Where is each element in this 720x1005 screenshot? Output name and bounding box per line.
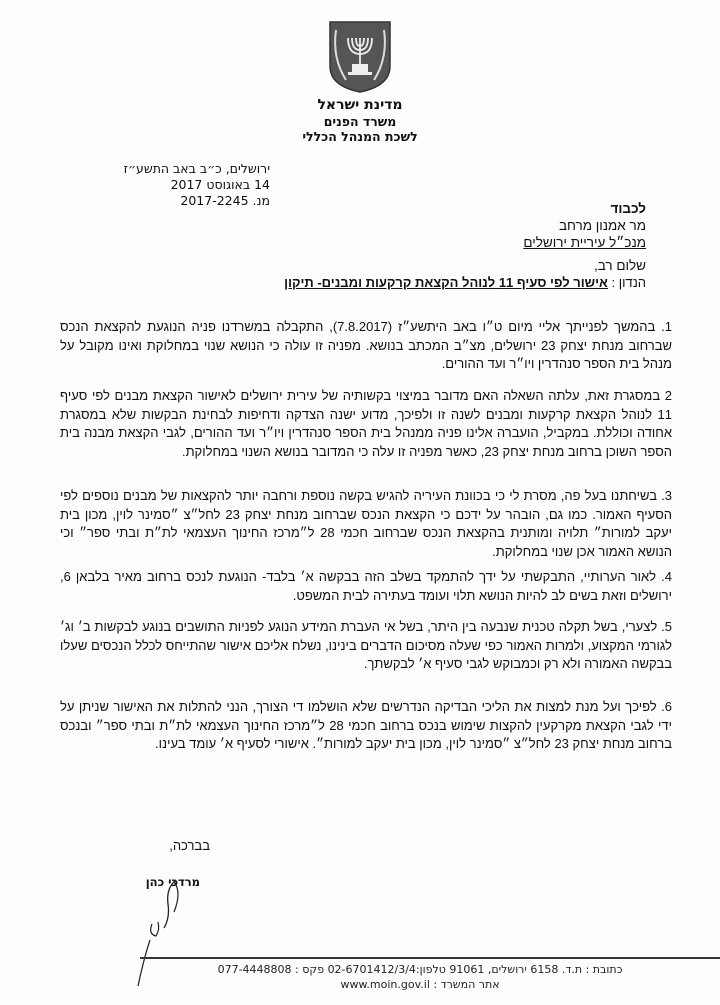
footer-address: כתובת : ת.ד. 6158 ירושלים, 91061 טלפון:02-6701412/3/4 פקס : 077-4448808 [217, 963, 623, 976]
office-name: לשכת המנהל הכללי [302, 129, 418, 144]
footer-website[interactable]: אתר המשרד : www.moin.gov.il [340, 978, 500, 991]
closing: בברכה, [169, 838, 210, 853]
recipient-title: מנכ״ל עיריית ירושלים [523, 235, 646, 250]
reference-number: מנ. 2017-2245 [180, 193, 270, 208]
ministry-name: משרד הפנים [323, 114, 397, 129]
recipient-block [366, 200, 646, 251]
paragraph-6: 6. לפיכך ועל מנת למצות את הליכי הבדיקה הנדרשים שלא הושלמו די הצורך, הנני להתלות את האישור שניתן על ידי לגבי הקצאת מקרקעין להקצות שימוש בנכס ברחוב חכמי 28 ל״מרכז החינוך העצמאי לת״ת ובתי ספר״ ובנכס ברחוב מנחת יצחק 23 לחל״צ ״סמינר לוין, מכון בית יעקב למורות״. אישורי לסעיף א׳ עומד בעינו. [60, 699, 672, 752]
date-block [90, 161, 270, 209]
subject-label: הנדון : [607, 275, 646, 290]
letterhead [260, 97, 460, 144]
hebrew-date: ירושלים, כ״ב באב התשע״ז [123, 161, 270, 176]
signer-name: מרדכי כהן [145, 875, 200, 889]
subject-text: אישור לפי סעיף 11 לנוהל הקצאת קרקעות ומבנים- תיקון [284, 275, 608, 290]
paragraph-2: 2 במסגרת זאת, עלתה השאלה האם מדובר במיצוי בקשותיה של עירית ירושלים לאישור הקצאת מבנים לפי סעיף 11 לנוהל הקצאת קרקעות ומבנים לשנה זו ולפיכך, מדוע ישנה הצדקה ודחיפות לבחינת הבקשות שלא במסגרת אחודה וכוללת. במקביל, הועברה אלינו פניה ממנהל בית הספר סנהדרין ויו״ר ועד ההורים, לגבי הקצאת מבנה בית הספר השוכן ברחוב מנחת יצחק 23, כאשר מפניה זו עלה כי המדובר בנושא השנוי במחלוקת. [60, 388, 672, 459]
recipient-name: מר אמנון מרחב [558, 218, 646, 233]
paragraph-4: 4. לאור הערותיי, התבקשתי על ידך להתמקד בשלב הזה בבקשה א׳ בלבד- הנוגעת לנכס ברחוב מאיר בלבאן 6, ירושלים וזאת בשים לב להיות הנושא תלוי ועומד בעתירה לבית המשפט. [60, 569, 672, 603]
subject-line [86, 275, 646, 290]
paragraph-5: 5. לצערי, בשל תקלה טכנית שנבעה בין היתר, בשל אי העברת המידע הנוגע לפניות התושבים בנוגע לבקשות ב׳ וג׳ לגורמי המקצוע, ולמרות האמור כפי שעלה מסיכום הדברים בינינו, נשלח אליכם אישור שהתייחס לכלל הנכסים שעלו בבקשה האמורה ולא רק וכמבוקש לגבי סעיף א׳ לבקשתך. [60, 619, 672, 672]
country-name: מדינת ישראל [317, 97, 403, 113]
paragraph-1: 1. בהמשך לפנייתך אליי מיום ט״ו באב היתשע״ז (7.8.2017), התקבלה במשרדנו פניה הנוגעת להקצאת הנכס שברחוב מנחת יצחק 23 ירושלים, מצ״ב המכתב בנושא. מפניה זו עולה כי הנושא שנוי במחלוקת ואינו מקובל על מנהל בית הספר סנהדרין ויו״ר ועד ההורים. [60, 319, 673, 372]
state-emblem-icon [322, 18, 398, 94]
gregorian-date: 14 באוגוסט 2017 [170, 177, 270, 192]
footer-divider [140, 957, 720, 959]
paragraph-3: 3. בשיחתנו בעל פה, מסרת לי כי בכוונת העיריה להגיש בקשה נוספת ורחבה יותר להקצאות של מבנים נוספים לפי הסעיף האמור. כמו גם, הובהר על ידכם כי הקצאת הנכס שברחוב מנחת יצחק 23 לחל״צ ״סמינר לוין, מכון בית יעקב למורות״ תלויה ומותנית בהקצאת הנכס שברחוב חכמי 28 ל״מרכז החינוך העצמאי לת״ת ובתי ספר״ וכי הנושא האמור אכן שנוי במחלוקת. [60, 488, 672, 559]
recipient-salutation: לכבוד [610, 201, 646, 216]
footer [150, 962, 690, 992]
greeting: שלום רב, [593, 258, 646, 273]
